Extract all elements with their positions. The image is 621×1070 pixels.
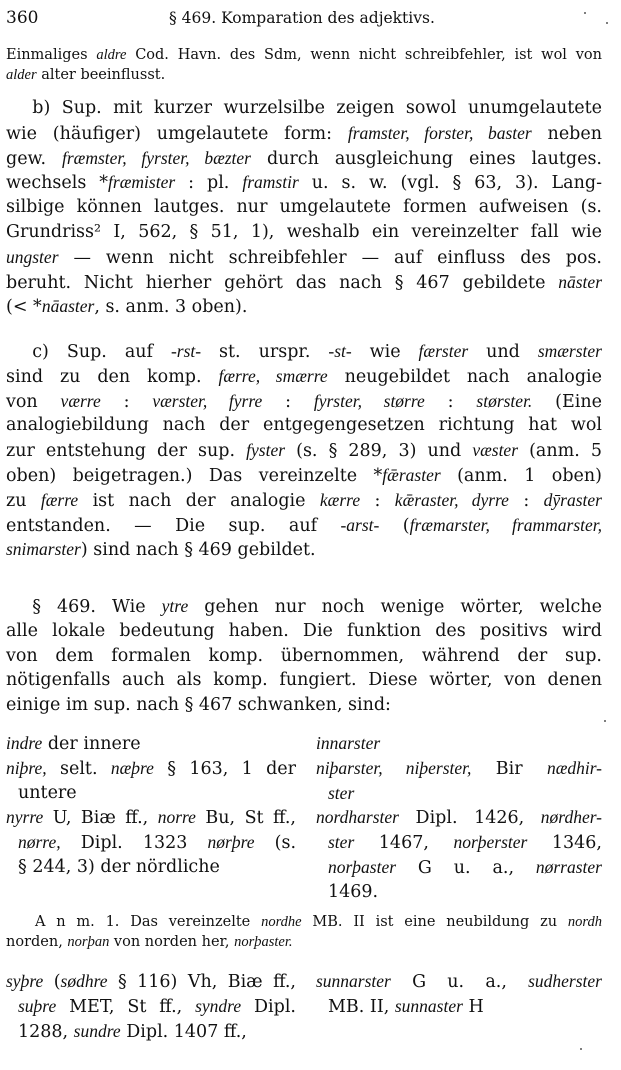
text-line: zu færre ist nach der analogie kærre : kǣraster, dyrre : dȳraster [6,489,602,511]
text-line: suþre MET, St ff., syndre Dipl. [18,995,296,1017]
text-line: nyrre U, Biæ ff., norre Bu, St ff., [6,807,296,829]
paragraph-c [6,339,602,562]
text-line: § 244, 3) der nördliche [18,856,220,877]
text-line: untere [18,782,77,803]
text-line: 1288, sundre Dipl. 1407 ff., [18,1020,247,1042]
text-line: entstanden. — Die sup. auf -arst- (fræmarster, frammarster, [6,514,602,536]
scan-speck [604,720,606,722]
superlative-form [316,805,602,904]
positive-form [6,805,296,879]
text-line: alle lokale bedeutung haben. Die funktion des positivs wird [6,620,602,641]
text-line: beruht. Nicht hierher gehört das nach § 467 gebildete nāster [6,271,602,293]
text-line: sind zu den komp. færre, smærre neugebildet nach analogie [6,365,602,387]
text-line: niþre, selt. næþre § 163, 1 der [6,757,296,779]
text-line: norþaster G u. a., nørraster [328,856,602,878]
anmerkung-1 [6,912,602,952]
paragraph-b [6,96,602,319]
text-line: ster 1467, norþerster 1346, [328,832,602,854]
text-line: c) Sup. auf -rst- st. urspr. -st- wie færster und smærster [6,341,602,362]
scan-speck [584,12,586,14]
running-header [6,8,601,32]
section-469 [6,594,602,718]
text-line: (< *nāaster, s. anm. 3 oben). [6,296,248,318]
scan-speck [580,1048,582,1050]
text-line: von værre : værster, fyrre : fyrster, større : størster. (Eine [6,390,602,412]
text-line: zur entstehung der sup. fyster (s. § 289, 3) und væster (anm. 5 [6,440,602,462]
text-line: 1469. [328,881,379,902]
text-line: norden, norþan von norden her, norþaster. [6,934,293,950]
scan-speck [606,22,608,24]
text-line: analogiebildung nach der entgegengesetzen richtung hat wol [6,415,602,436]
text-line: Einmaliges aldre Cod. Havn. des Sdm, wenn nicht schreibfehler, ist wol von [6,47,602,63]
superlative-form [316,731,602,756]
text-line: snimarster) sind nach § 469 gebildet. [6,539,316,561]
text-line: § 469. Wie ytre gehen nur noch wenige wörter, welche [6,596,602,617]
text-line: A n m. 1. Das vereinzelte nordhe MB. II ist eine neubildung zu nordh [6,914,602,930]
text-line: einige im sup. nach § 467 schwanken, sind: [6,695,391,716]
text-line: niþarster, niþerster, Bir nædhir- [316,757,603,779]
text-line: silbige können lautges. nur umgelautete formen aufweisen (s. [6,197,602,218]
positive-form [6,756,296,806]
text-line: nordharster Dipl. 1426, nørdher- [316,807,602,829]
page-number: 360 [6,8,39,28]
text-line: gew. fræmster, fyrster, bæzter durch ausgleichung eines lautges. [6,147,602,169]
positive-form [6,969,296,1043]
text-line: von dem formalen komp. übernommen, während der sup. [6,645,602,666]
text-line: MB. II, sunnaster H [328,995,484,1017]
text-line: nørre, Dipl. 1323 nørþre (s. [18,832,297,854]
text-line: sunnarster G u. a., sudherster [316,971,602,992]
text-line: indre der innere [6,733,141,754]
positive-form [6,731,296,756]
text-line: wechsels *fræmister : pl. framstir u. s. w. (vgl. § 63, 3). Lang- [6,172,602,194]
text-line: Grundriss² I, 562, § 51, 1), weshalb ein vereinzelter fall wie [6,221,602,242]
text-line: nötigenfalls auch als komp. fungiert. Diese wörter, von denen [6,670,602,691]
superlative-form [316,756,602,806]
text-line: alder alter beeinflusst. [6,67,166,83]
text-line: oben) beigetragen.) Das vereinzelte *fǣraster (anm. 1 oben) [6,464,602,486]
intro-note [6,45,602,85]
text-line: wie (häufiger) umgelautete form: framster, forster, baster neben [6,122,602,144]
running-title: § 469. Komparation des adjektivs. [169,9,435,27]
text-line: syþre (sødhre § 116) Vh, Biæ ff., [6,971,296,992]
text-line: ungster — wenn nicht schreibfehler — auf einfluss des pos. [6,246,602,268]
text-line: ster [328,782,355,803]
superlative-form [316,969,602,1019]
text-line: innarster [316,733,381,753]
text-line: b) Sup. mit kurzer wurzelsilbe zeigen sowol unumgelautete [6,98,602,118]
